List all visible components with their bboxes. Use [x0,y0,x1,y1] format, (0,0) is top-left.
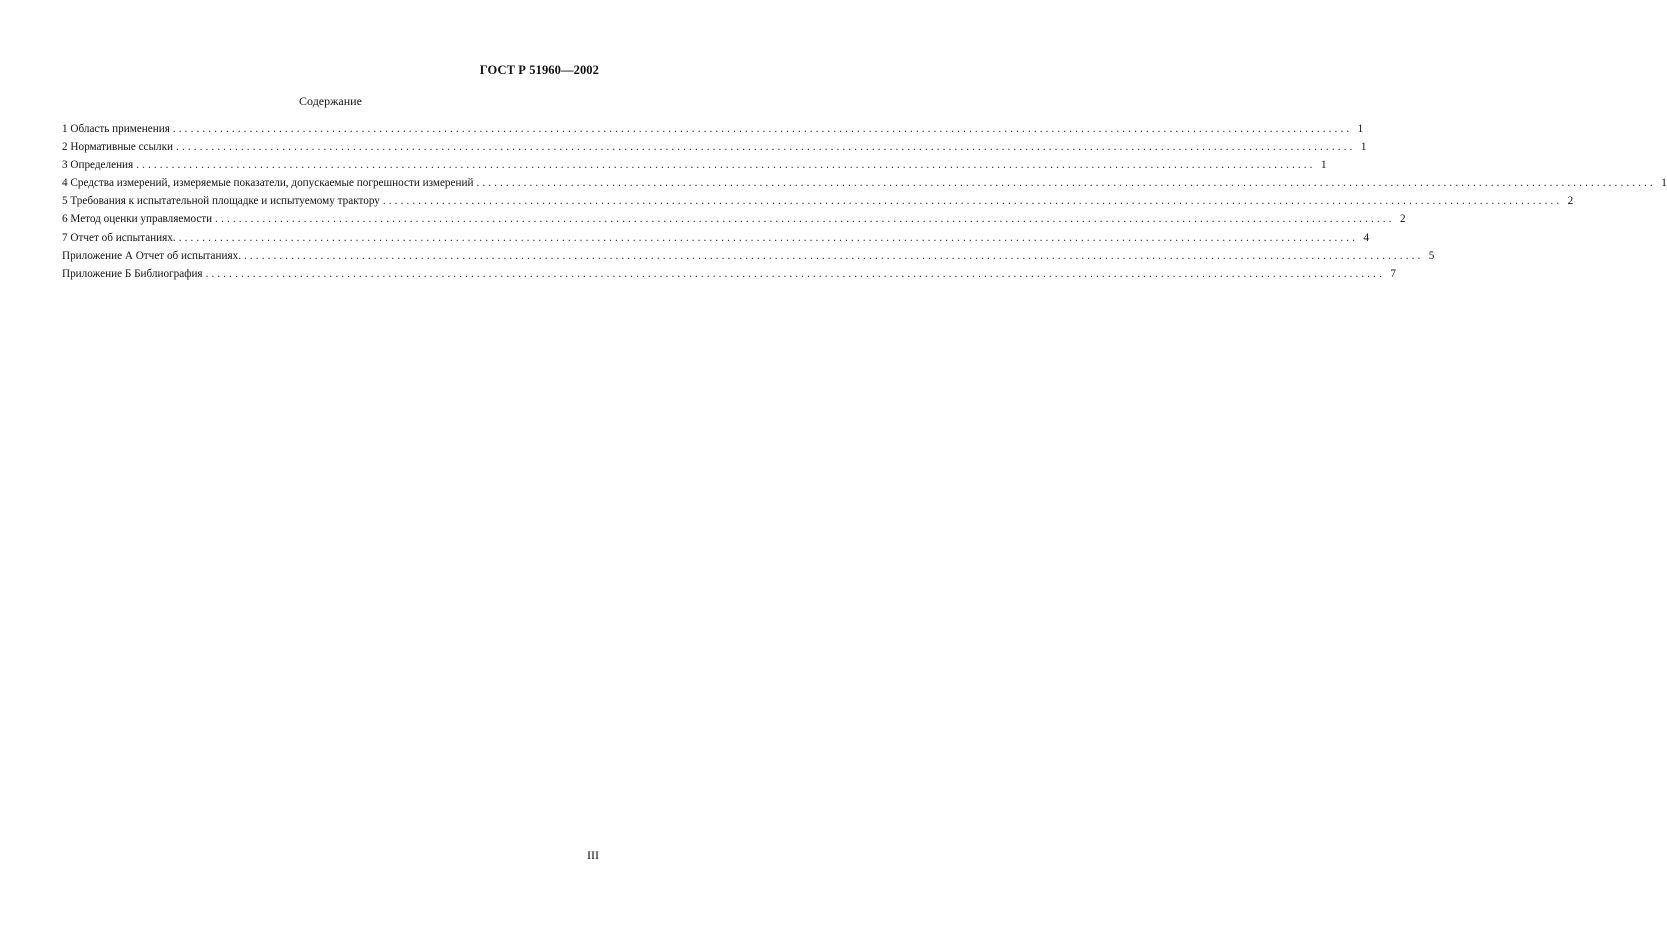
table-of-contents [62,120,1667,283]
toc-entry-definitions[interactable] [62,156,1327,174]
toc-entry-label: Приложение Б Библиография [62,267,203,280]
toc-title: Содержание [299,94,362,108]
document-code: ГОСТ Р 51960—2002 [479,63,599,77]
dot-leader: ........................................................................................................................................................................................................ [172,123,1353,135]
toc-entry-scope[interactable] [62,120,1364,138]
toc-entry-test-site-requirements[interactable] [62,192,1574,210]
toc-entry-page: 1 [1320,159,1327,172]
toc-entry-page: 5 [1428,249,1435,262]
toc-entry-label: 4 Средства измерений, измеряемые показатели, допускаемые погрешности измерений [62,177,474,190]
toc-entry-appendix-b[interactable] [62,265,1396,283]
dot-leader: ........................................................................................................................................................................................................ [176,141,1356,154]
toc-entry-page: 1 [1360,141,1367,154]
toc-entry-label: Приложение А Отчет об испытаниях. [62,249,242,262]
toc-entry-page: 1 [1357,123,1364,135]
toc-entry-page: 2 [1567,195,1574,208]
toc-entry-handling-method[interactable] [62,210,1406,228]
toc-entry-appendix-a[interactable] [62,247,1435,265]
toc-entry-label: 3 Определения [62,159,134,172]
toc-entry-page: 2 [1399,213,1406,226]
toc-entry-page: 7 [1390,267,1396,280]
toc-entry-page: 4 [1363,231,1370,244]
toc-entry-label: 7 Отчет об испытаниях. [62,231,176,244]
toc-entry-label: 6 Метод оценки управляемости [62,213,213,226]
page-number: III [587,848,599,862]
dot-leader: ........................................................................................................................................................................................................ [205,267,1385,280]
toc-entry-label: 1 Область применения [62,123,170,135]
toc-entry-normative-references[interactable] [62,138,1367,156]
toc-entry-measuring-instruments[interactable] [62,174,1667,192]
toc-entry-label: 5 Требования к испытательной площадке и испытуемому трактору [62,195,380,208]
dot-leader: ........................................................................................................................................................................................................ [136,159,1316,172]
dot-leader: ........................................................................................................................................................................................................ [215,213,1395,226]
toc-entry-test-report[interactable] [62,229,1370,247]
toc-entry-label: 2 Нормативные ссылки [62,141,174,154]
toc-entry-page: 1 [1661,177,1667,190]
dot-leader: ........................................................................................................................................................................................................ [476,177,1656,190]
dot-leader: ........................................................................................................................................................................................................ [178,231,1359,244]
dot-leader: ........................................................................................................................................................................................................ [244,249,1424,262]
dot-leader: ........................................................................................................................................................................................................ [382,195,1563,208]
